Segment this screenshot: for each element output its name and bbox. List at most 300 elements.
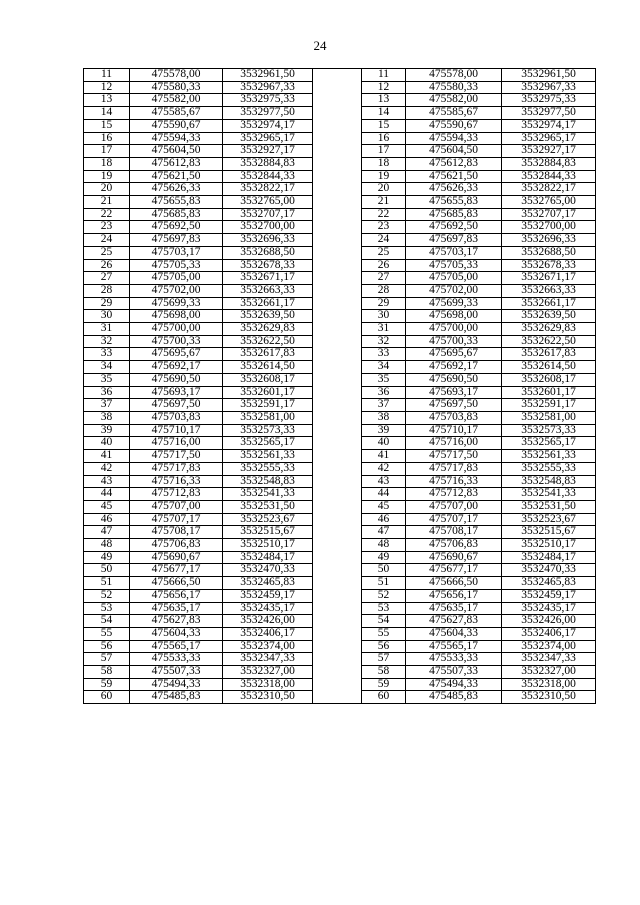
left-point-number-cell: 54: [84, 615, 130, 628]
left-y-coordinate-cell: 3532974,17: [223, 119, 313, 132]
column-gap: [313, 335, 362, 348]
column-gap: [313, 450, 362, 463]
table-row: [84, 348, 596, 361]
left-x-coordinate-cell: 475697,83: [130, 234, 223, 247]
left-point-number-cell: 25: [84, 246, 130, 259]
left-point-number-cell: 21: [84, 196, 130, 209]
left-point-number-cell: 24: [84, 234, 130, 247]
left-point-number-cell: 26: [84, 259, 130, 272]
left-y-coordinate-cell: 3532548,83: [223, 475, 313, 488]
left-x-coordinate-cell: 475677,17: [130, 564, 223, 577]
right-x-coordinate-cell: 475690,67: [406, 551, 502, 564]
left-y-coordinate-cell: 3532617,83: [223, 348, 313, 361]
right-x-coordinate-cell: 475695,67: [406, 348, 502, 361]
right-x-coordinate-cell: 475692,50: [406, 221, 502, 234]
table-row: [84, 361, 596, 374]
left-y-coordinate-cell: 3532465,83: [223, 577, 313, 590]
right-point-number-cell: 55: [362, 627, 406, 640]
right-y-coordinate-cell: 3532927,17: [502, 145, 596, 158]
right-y-coordinate-cell: 3532608,17: [502, 373, 596, 386]
right-x-coordinate-cell: 475693,17: [406, 386, 502, 399]
column-gap: [313, 615, 362, 628]
left-point-number-cell: 53: [84, 602, 130, 615]
left-y-coordinate-cell: 3532573,33: [223, 424, 313, 437]
column-gap: [313, 653, 362, 666]
left-point-number-cell: 58: [84, 666, 130, 679]
left-y-coordinate-cell: 3532707,17: [223, 208, 313, 221]
column-gap: [313, 373, 362, 386]
left-y-coordinate-cell: 3532459,17: [223, 589, 313, 602]
left-y-coordinate-cell: 3532310,50: [223, 691, 313, 704]
column-gap: [313, 69, 362, 82]
right-y-coordinate-cell: 3532435,17: [502, 602, 596, 615]
table-row: [84, 94, 596, 107]
left-x-coordinate-cell: 475703,17: [130, 246, 223, 259]
left-point-number-cell: 50: [84, 564, 130, 577]
right-point-number-cell: 40: [362, 437, 406, 450]
left-x-coordinate-cell: 475585,67: [130, 107, 223, 120]
left-x-coordinate-cell: 475604,33: [130, 627, 223, 640]
table-row: [84, 259, 596, 272]
column-gap: [313, 678, 362, 691]
right-y-coordinate-cell: 3532310,50: [502, 691, 596, 704]
coordinate-table: [83, 68, 596, 704]
left-x-coordinate-cell: 475697,50: [130, 399, 223, 412]
right-x-coordinate-cell: 475703,17: [406, 246, 502, 259]
right-x-coordinate-cell: 475594,33: [406, 132, 502, 145]
right-x-coordinate-cell: 475716,33: [406, 475, 502, 488]
table-row: [84, 411, 596, 424]
right-point-number-cell: 30: [362, 310, 406, 323]
right-y-coordinate-cell: 3532622,50: [502, 335, 596, 348]
right-x-coordinate-cell: 475702,00: [406, 284, 502, 297]
right-x-coordinate-cell: 475507,33: [406, 666, 502, 679]
page-number: 24: [313, 38, 327, 53]
right-y-coordinate-cell: 3532548,83: [502, 475, 596, 488]
column-gap: [313, 602, 362, 615]
right-x-coordinate-cell: 475705,33: [406, 259, 502, 272]
right-point-number-cell: 11: [362, 69, 406, 82]
left-x-coordinate-cell: 475612,83: [130, 157, 223, 170]
right-point-number-cell: 16: [362, 132, 406, 145]
right-y-coordinate-cell: 3532515,67: [502, 526, 596, 539]
left-y-coordinate-cell: 3532327,00: [223, 666, 313, 679]
left-point-number-cell: 19: [84, 170, 130, 183]
column-gap: [313, 221, 362, 234]
left-y-coordinate-cell: 3532977,50: [223, 107, 313, 120]
left-x-coordinate-cell: 475716,00: [130, 437, 223, 450]
table-row: [84, 437, 596, 450]
right-x-coordinate-cell: 475656,17: [406, 589, 502, 602]
table-row: [84, 246, 596, 259]
right-y-coordinate-cell: 3532573,33: [502, 424, 596, 437]
left-point-number-cell: 45: [84, 500, 130, 513]
left-y-coordinate-cell: 3532484,17: [223, 551, 313, 564]
left-point-number-cell: 11: [84, 69, 130, 82]
table-row: [84, 627, 596, 640]
right-x-coordinate-cell: 475700,33: [406, 335, 502, 348]
right-point-number-cell: 54: [362, 615, 406, 628]
column-gap: [313, 411, 362, 424]
left-point-number-cell: 49: [84, 551, 130, 564]
left-y-coordinate-cell: 3532426,00: [223, 615, 313, 628]
left-x-coordinate-cell: 475705,33: [130, 259, 223, 272]
column-gap: [313, 81, 362, 94]
column-gap: [313, 577, 362, 590]
left-x-coordinate-cell: 475565,17: [130, 640, 223, 653]
table-row: [84, 526, 596, 539]
left-x-coordinate-cell: 475717,50: [130, 450, 223, 463]
left-y-coordinate-cell: 3532671,17: [223, 272, 313, 285]
right-point-number-cell: 35: [362, 373, 406, 386]
right-x-coordinate-cell: 475716,00: [406, 437, 502, 450]
left-y-coordinate-cell: 3532688,50: [223, 246, 313, 259]
right-point-number-cell: 57: [362, 653, 406, 666]
right-y-coordinate-cell: 3532965,17: [502, 132, 596, 145]
column-gap: [313, 386, 362, 399]
column-gap: [313, 666, 362, 679]
right-point-number-cell: 31: [362, 323, 406, 336]
right-x-coordinate-cell: 475717,83: [406, 462, 502, 475]
table-row: [84, 615, 596, 628]
left-x-coordinate-cell: 475656,17: [130, 589, 223, 602]
table-row: [84, 551, 596, 564]
left-y-coordinate-cell: 3532884,83: [223, 157, 313, 170]
table-row: [84, 589, 596, 602]
column-gap: [313, 513, 362, 526]
left-point-number-cell: 40: [84, 437, 130, 450]
right-x-coordinate-cell: 475585,67: [406, 107, 502, 120]
left-x-coordinate-cell: 475707,00: [130, 500, 223, 513]
left-x-coordinate-cell: 475582,00: [130, 94, 223, 107]
left-point-number-cell: 38: [84, 411, 130, 424]
left-point-number-cell: 15: [84, 119, 130, 132]
column-gap: [313, 259, 362, 272]
right-y-coordinate-cell: 3532975,33: [502, 94, 596, 107]
right-x-coordinate-cell: 475685,83: [406, 208, 502, 221]
left-x-coordinate-cell: 475690,50: [130, 373, 223, 386]
right-point-number-cell: 42: [362, 462, 406, 475]
left-x-coordinate-cell: 475716,33: [130, 475, 223, 488]
right-x-coordinate-cell: 475717,50: [406, 450, 502, 463]
column-gap: [313, 157, 362, 170]
column-gap: [313, 145, 362, 158]
left-x-coordinate-cell: 475621,50: [130, 170, 223, 183]
right-y-coordinate-cell: 3532696,33: [502, 234, 596, 247]
right-y-coordinate-cell: 3532531,50: [502, 500, 596, 513]
right-point-number-cell: 23: [362, 221, 406, 234]
right-point-number-cell: 51: [362, 577, 406, 590]
left-y-coordinate-cell: 3532581,00: [223, 411, 313, 424]
left-x-coordinate-cell: 475635,17: [130, 602, 223, 615]
column-gap: [313, 310, 362, 323]
left-y-coordinate-cell: 3532435,17: [223, 602, 313, 615]
table-row: [84, 272, 596, 285]
right-x-coordinate-cell: 475697,83: [406, 234, 502, 247]
left-y-coordinate-cell: 3532591,17: [223, 399, 313, 412]
left-y-coordinate-cell: 3532622,50: [223, 335, 313, 348]
right-point-number-cell: 39: [362, 424, 406, 437]
column-gap: [313, 564, 362, 577]
right-x-coordinate-cell: 475677,17: [406, 564, 502, 577]
left-point-number-cell: 59: [84, 678, 130, 691]
right-point-number-cell: 19: [362, 170, 406, 183]
table-row: [84, 221, 596, 234]
left-point-number-cell: 33: [84, 348, 130, 361]
right-point-number-cell: 33: [362, 348, 406, 361]
left-y-coordinate-cell: 3532608,17: [223, 373, 313, 386]
right-y-coordinate-cell: 3532614,50: [502, 361, 596, 374]
right-y-coordinate-cell: 3532844,33: [502, 170, 596, 183]
right-x-coordinate-cell: 475705,00: [406, 272, 502, 285]
right-x-coordinate-cell: 475666,50: [406, 577, 502, 590]
right-x-coordinate-cell: 475707,17: [406, 513, 502, 526]
right-point-number-cell: 25: [362, 246, 406, 259]
left-x-coordinate-cell: 475703,83: [130, 411, 223, 424]
right-y-coordinate-cell: 3532510,17: [502, 539, 596, 552]
right-x-coordinate-cell: 475565,17: [406, 640, 502, 653]
left-point-number-cell: 41: [84, 450, 130, 463]
right-y-coordinate-cell: 3532327,00: [502, 666, 596, 679]
right-y-coordinate-cell: 3532541,33: [502, 488, 596, 501]
left-point-number-cell: 55: [84, 627, 130, 640]
table-row: [84, 297, 596, 310]
right-y-coordinate-cell: 3532707,17: [502, 208, 596, 221]
left-point-number-cell: 39: [84, 424, 130, 437]
right-x-coordinate-cell: 475533,33: [406, 653, 502, 666]
left-point-number-cell: 32: [84, 335, 130, 348]
right-point-number-cell: 43: [362, 475, 406, 488]
table-row: [84, 310, 596, 323]
right-x-coordinate-cell: 475698,00: [406, 310, 502, 323]
left-point-number-cell: 51: [84, 577, 130, 590]
column-gap: [313, 437, 362, 450]
left-x-coordinate-cell: 475712,83: [130, 488, 223, 501]
column-gap: [313, 399, 362, 412]
column-gap: [313, 297, 362, 310]
right-point-number-cell: 37: [362, 399, 406, 412]
left-x-coordinate-cell: 475485,83: [130, 691, 223, 704]
right-y-coordinate-cell: 3532617,83: [502, 348, 596, 361]
table-row: [84, 462, 596, 475]
left-point-number-cell: 13: [84, 94, 130, 107]
table-row: [84, 157, 596, 170]
left-point-number-cell: 28: [84, 284, 130, 297]
left-y-coordinate-cell: 3532696,33: [223, 234, 313, 247]
coordinate-table-body: [84, 69, 596, 704]
left-y-coordinate-cell: 3532470,33: [223, 564, 313, 577]
column-gap: [313, 170, 362, 183]
left-y-coordinate-cell: 3532523,67: [223, 513, 313, 526]
right-x-coordinate-cell: 475655,83: [406, 196, 502, 209]
table-row: [84, 691, 596, 704]
table-row: [84, 69, 596, 82]
left-x-coordinate-cell: 475685,83: [130, 208, 223, 221]
right-y-coordinate-cell: 3532822,17: [502, 183, 596, 196]
left-x-coordinate-cell: 475700,00: [130, 323, 223, 336]
left-point-number-cell: 30: [84, 310, 130, 323]
left-x-coordinate-cell: 475594,33: [130, 132, 223, 145]
column-gap: [313, 107, 362, 120]
column-gap: [313, 539, 362, 552]
right-point-number-cell: 20: [362, 183, 406, 196]
right-y-coordinate-cell: 3532523,67: [502, 513, 596, 526]
left-point-number-cell: 31: [84, 323, 130, 336]
right-point-number-cell: 47: [362, 526, 406, 539]
table-row: [84, 183, 596, 196]
left-x-coordinate-cell: 475705,00: [130, 272, 223, 285]
right-point-number-cell: 24: [362, 234, 406, 247]
table-row: [84, 373, 596, 386]
left-x-coordinate-cell: 475590,67: [130, 119, 223, 132]
left-x-coordinate-cell: 475693,17: [130, 386, 223, 399]
right-point-number-cell: 41: [362, 450, 406, 463]
left-y-coordinate-cell: 3532406,17: [223, 627, 313, 640]
table-row: [84, 577, 596, 590]
left-point-number-cell: 14: [84, 107, 130, 120]
right-y-coordinate-cell: 3532678,33: [502, 259, 596, 272]
right-y-coordinate-cell: 3532465,83: [502, 577, 596, 590]
right-y-coordinate-cell: 3532961,50: [502, 69, 596, 82]
left-x-coordinate-cell: 475692,17: [130, 361, 223, 374]
right-point-number-cell: 58: [362, 666, 406, 679]
column-gap: [313, 462, 362, 475]
left-x-coordinate-cell: 475710,17: [130, 424, 223, 437]
left-y-coordinate-cell: 3532822,17: [223, 183, 313, 196]
right-point-number-cell: 27: [362, 272, 406, 285]
left-y-coordinate-cell: 3532510,17: [223, 539, 313, 552]
left-point-number-cell: 34: [84, 361, 130, 374]
left-y-coordinate-cell: 3532601,17: [223, 386, 313, 399]
right-point-number-cell: 18: [362, 157, 406, 170]
right-point-number-cell: 13: [362, 94, 406, 107]
right-x-coordinate-cell: 475621,50: [406, 170, 502, 183]
table-row: [84, 424, 596, 437]
left-x-coordinate-cell: 475533,33: [130, 653, 223, 666]
column-gap: [313, 526, 362, 539]
left-point-number-cell: 47: [84, 526, 130, 539]
left-x-coordinate-cell: 475702,00: [130, 284, 223, 297]
left-x-coordinate-cell: 475708,17: [130, 526, 223, 539]
left-point-number-cell: 43: [84, 475, 130, 488]
column-gap: [313, 272, 362, 285]
left-x-coordinate-cell: 475695,67: [130, 348, 223, 361]
right-point-number-cell: 56: [362, 640, 406, 653]
column-gap: [313, 424, 362, 437]
table-row: [84, 475, 596, 488]
table-row: [84, 323, 596, 336]
left-x-coordinate-cell: 475699,33: [130, 297, 223, 310]
right-x-coordinate-cell: 475707,00: [406, 500, 502, 513]
right-y-coordinate-cell: 3532565,17: [502, 437, 596, 450]
right-point-number-cell: 32: [362, 335, 406, 348]
right-x-coordinate-cell: 475612,83: [406, 157, 502, 170]
column-gap: [313, 640, 362, 653]
left-x-coordinate-cell: 475698,00: [130, 310, 223, 323]
right-point-number-cell: 60: [362, 691, 406, 704]
table-row: [84, 234, 596, 247]
left-point-number-cell: 46: [84, 513, 130, 526]
right-y-coordinate-cell: 3532591,17: [502, 399, 596, 412]
left-x-coordinate-cell: 475707,17: [130, 513, 223, 526]
column-gap: [313, 589, 362, 602]
left-x-coordinate-cell: 475627,83: [130, 615, 223, 628]
right-point-number-cell: 50: [362, 564, 406, 577]
right-point-number-cell: 44: [362, 488, 406, 501]
right-point-number-cell: 26: [362, 259, 406, 272]
left-y-coordinate-cell: 3532614,50: [223, 361, 313, 374]
right-x-coordinate-cell: 475692,17: [406, 361, 502, 374]
column-gap: [313, 284, 362, 297]
column-gap: [313, 348, 362, 361]
right-y-coordinate-cell: 3532459,17: [502, 589, 596, 602]
right-point-number-cell: 28: [362, 284, 406, 297]
left-point-number-cell: 56: [84, 640, 130, 653]
table-row: [84, 119, 596, 132]
right-x-coordinate-cell: 475712,83: [406, 488, 502, 501]
table-row: [84, 196, 596, 209]
left-x-coordinate-cell: 475580,33: [130, 81, 223, 94]
right-y-coordinate-cell: 3532663,33: [502, 284, 596, 297]
column-gap: [313, 361, 362, 374]
left-y-coordinate-cell: 3532661,17: [223, 297, 313, 310]
left-x-coordinate-cell: 475655,83: [130, 196, 223, 209]
column-gap: [313, 551, 362, 564]
right-point-number-cell: 29: [362, 297, 406, 310]
right-x-coordinate-cell: 475590,67: [406, 119, 502, 132]
left-point-number-cell: 37: [84, 399, 130, 412]
left-point-number-cell: 20: [84, 183, 130, 196]
table-row: [84, 132, 596, 145]
table-row: [84, 450, 596, 463]
table-row: [84, 488, 596, 501]
right-x-coordinate-cell: 475604,50: [406, 145, 502, 158]
right-point-number-cell: 48: [362, 539, 406, 552]
table-row: [84, 602, 596, 615]
table-row: [84, 145, 596, 158]
table-row: [84, 564, 596, 577]
right-point-number-cell: 12: [362, 81, 406, 94]
left-x-coordinate-cell: 475626,33: [130, 183, 223, 196]
column-gap: [313, 500, 362, 513]
left-y-coordinate-cell: 3532541,33: [223, 488, 313, 501]
column-gap: [313, 627, 362, 640]
right-point-number-cell: 36: [362, 386, 406, 399]
right-y-coordinate-cell: 3532967,33: [502, 81, 596, 94]
right-point-number-cell: 21: [362, 196, 406, 209]
right-x-coordinate-cell: 475703,83: [406, 411, 502, 424]
column-gap: [313, 246, 362, 259]
table-row: [84, 81, 596, 94]
left-x-coordinate-cell: 475700,33: [130, 335, 223, 348]
left-y-coordinate-cell: 3532531,50: [223, 500, 313, 513]
left-y-coordinate-cell: 3532844,33: [223, 170, 313, 183]
left-y-coordinate-cell: 3532555,33: [223, 462, 313, 475]
table-row: [84, 399, 596, 412]
table-row: [84, 386, 596, 399]
right-point-number-cell: 15: [362, 119, 406, 132]
table-row: [84, 513, 596, 526]
right-x-coordinate-cell: 475582,00: [406, 94, 502, 107]
left-x-coordinate-cell: 475717,83: [130, 462, 223, 475]
left-y-coordinate-cell: 3532629,83: [223, 323, 313, 336]
left-x-coordinate-cell: 475692,50: [130, 221, 223, 234]
left-y-coordinate-cell: 3532975,33: [223, 94, 313, 107]
left-point-number-cell: 27: [84, 272, 130, 285]
left-point-number-cell: 16: [84, 132, 130, 145]
right-x-coordinate-cell: 475708,17: [406, 526, 502, 539]
table-row: [84, 653, 596, 666]
